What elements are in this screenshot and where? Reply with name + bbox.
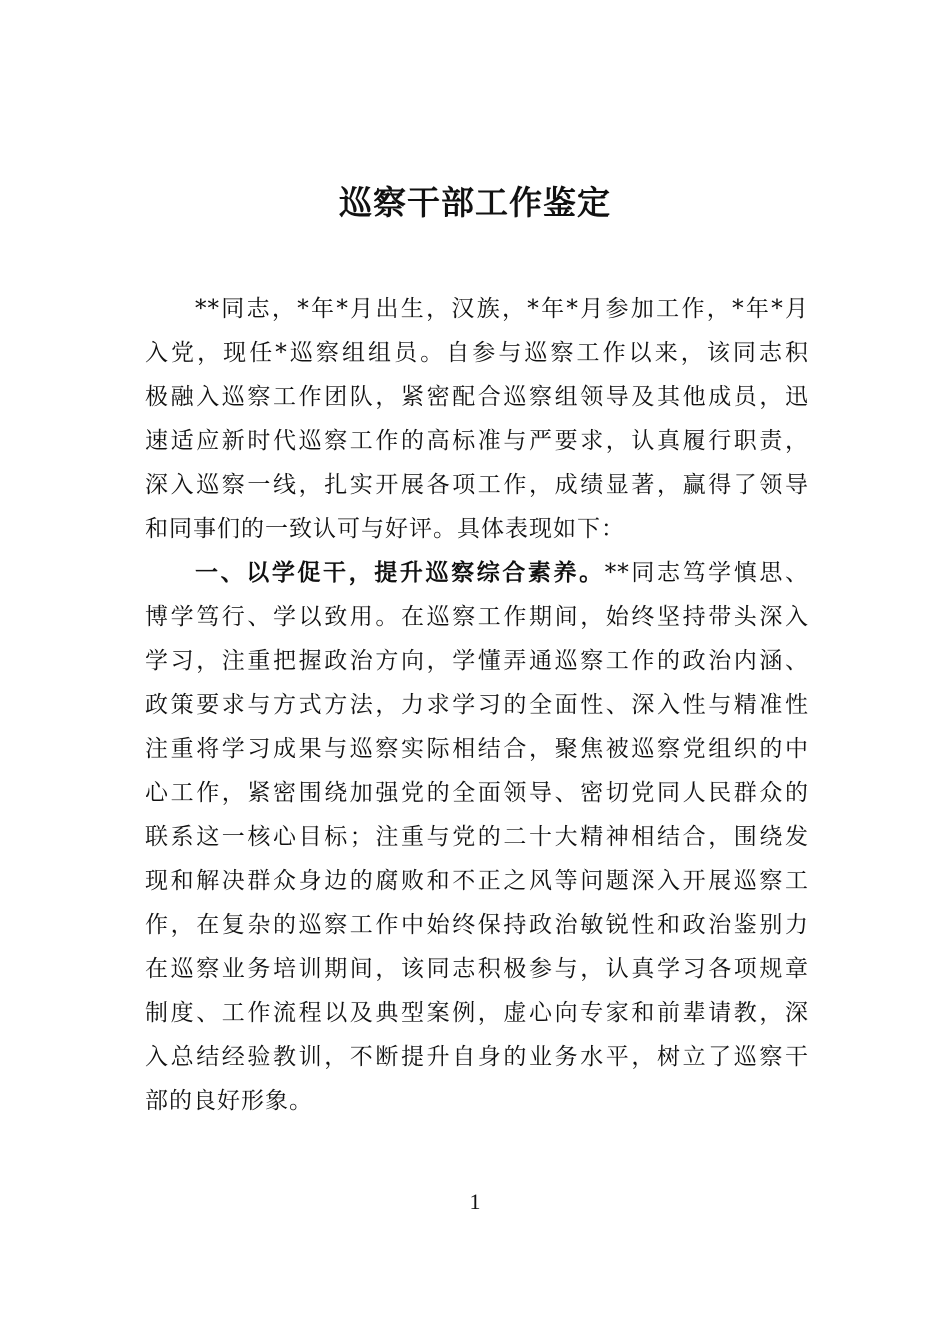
page-number: 1 xyxy=(469,1189,481,1214)
section-1-line: 部的良好形象。 xyxy=(145,1088,313,1114)
document-body xyxy=(145,287,809,1123)
section-1-heading: 一、以学促干，提升巡察综合素养。 xyxy=(195,560,605,586)
section-1-line: 注重将学习成果与巡察实际相结合，聚焦被巡察党组织的中 xyxy=(145,736,809,762)
section-1-line: 入总结经验教训，不断提升自身的业务水平，树立了巡察干 xyxy=(145,1044,809,1070)
paragraph-1-line: 极融入巡察工作团队，紧密配合巡察组领导及其他成员，迅 xyxy=(145,384,809,410)
document-title: 巡察干部工作鉴定 xyxy=(339,183,611,222)
section-1-line: 心工作，紧密围绕加强党的全面领导、密切党同人民群众的 xyxy=(145,780,809,806)
section-1-line: 博学笃行、学以致用。在巡察工作期间，始终坚持带头深入 xyxy=(145,604,809,630)
section-1-line: 在巡察业务培训期间，该同志积极参与，认真学习各项规章 xyxy=(145,956,809,982)
paragraph-1-line: 入党，现任*巡察组组员。自参与巡察工作以来，该同志积 xyxy=(145,340,809,366)
paragraph-1-line: 速适应新时代巡察工作的高标准与严要求，认真履行职责， xyxy=(145,428,809,454)
section-1-line: 制度、工作流程以及典型案例，虚心向专家和前辈请教，深 xyxy=(145,1000,809,1026)
paragraph-1-line: 深入巡察一线，扎实开展各项工作，成绩显著，赢得了领导 xyxy=(145,472,809,498)
section-1-line: 政策要求与方式方法，力求学习的全面性、深入性与精准性 xyxy=(145,692,809,718)
section-1-line: 现和解决群众身边的腐败和不正之风等问题深入开展巡察工 xyxy=(145,868,809,894)
section-1-line: 作，在复杂的巡察工作中始终保持政治敏锐性和政治鉴别力 xyxy=(145,912,809,938)
paragraph-1-line: **同志，*年*月出生，汉族，*年*月参加工作，*年*月 xyxy=(195,296,809,322)
section-1-first-line-text: **同志笃学慎思、 xyxy=(604,560,810,586)
section-1-line: 联系这一核心目标；注重与党的二十大精神相结合，围绕发 xyxy=(145,824,809,850)
paragraph-1-line: 和同事们的一致认可与好评。具体表现如下： xyxy=(145,516,625,542)
section-1-first-line xyxy=(145,551,809,595)
section-1-line: 学习，注重把握政治方向，学懂弄通巡察工作的政治内涵、 xyxy=(145,648,809,674)
